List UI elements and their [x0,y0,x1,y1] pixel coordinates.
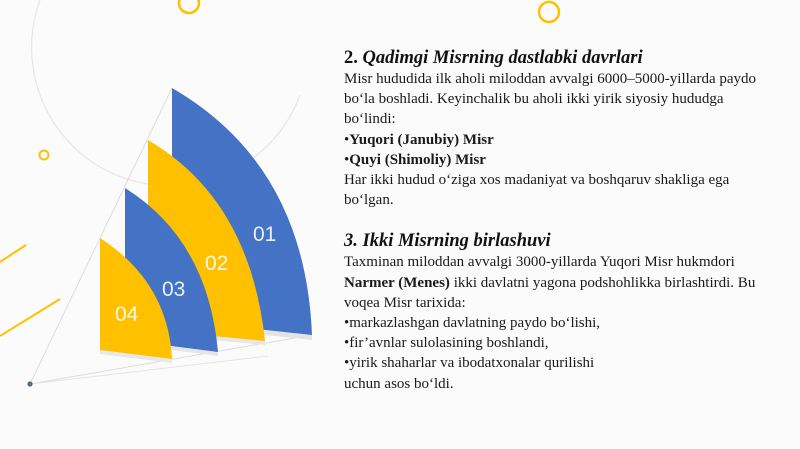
yellow-stroke-upper [0,245,26,262]
section2-heading [344,47,774,69]
bullet-marker: • [344,335,350,352]
section2-number: 2. [344,48,358,68]
section2-intro: Misr hududida ilk aholi miloddan avvalgi 6000–5000-yillarda paydo bo‘la boshladi. Keyinchalik bu aholi ikki yirik siyosiy hududga bo‘lindi: [344,71,757,128]
intro-text-before: Taxminan miloddan avvalgi 3000-yillarda Yuqori Misr hukmdori [344,254,735,271]
ruler-name: Narmer (Menes) [344,274,450,291]
bullet-marker: • [344,131,350,148]
yellow-ring-small [40,151,49,160]
section2-title: Qadimgi Misrning dastlabki davrlari [362,48,643,68]
guide-line-3 [30,356,268,384]
section3-heading: 3. Ikki Misrning birlashuvi [344,231,551,252]
section2-bullet-1 [344,130,774,150]
section2-closing: Har ikki hudud o‘ziga xos madaniyat va boshqaruv shakliga ega bo‘lgan. [344,172,730,209]
bullet-text: fir’avnlar sulolasining boshlandi, [349,335,549,352]
segment-03-label: 03 [162,278,186,301]
bullet-text: yirik shaharlar va ibodatxonalar qurilishi [349,355,595,372]
section-gap [344,210,774,230]
bullet-text: Yuqori (Janubiy) Misr [349,131,494,148]
section3-bullet-1 [344,313,774,333]
bullet-text: markazlashgan davlatning paydo bo‘lishi, [349,315,601,332]
bullet-text: Quyi (Shimoliy) Misr [349,151,486,168]
section3-bullet-2 [344,333,774,353]
yellow-stroke-lower [0,299,60,336]
segment-01-label: 01 [253,223,277,246]
bullet-marker: • [344,315,350,332]
bullet-marker: • [344,151,350,168]
section2-bullet-2 [344,150,774,170]
yellow-ring-right [539,2,559,22]
text-content [344,47,774,394]
yellow-ring-top [179,0,199,13]
section3-closing: uchun asos bo‘ldi. [344,375,454,392]
section3-intro [344,252,774,313]
segment-04-label: 04 [115,303,139,326]
intro-text-after: ikki davlatni yagona podshohlikka birlashtirdi. Bu voqea Misr tarixida: [344,274,756,311]
section3-bullet-3 [344,353,774,373]
bullet-marker: • [344,355,350,372]
segment-02-label: 02 [205,252,229,275]
base-dot [27,381,32,386]
